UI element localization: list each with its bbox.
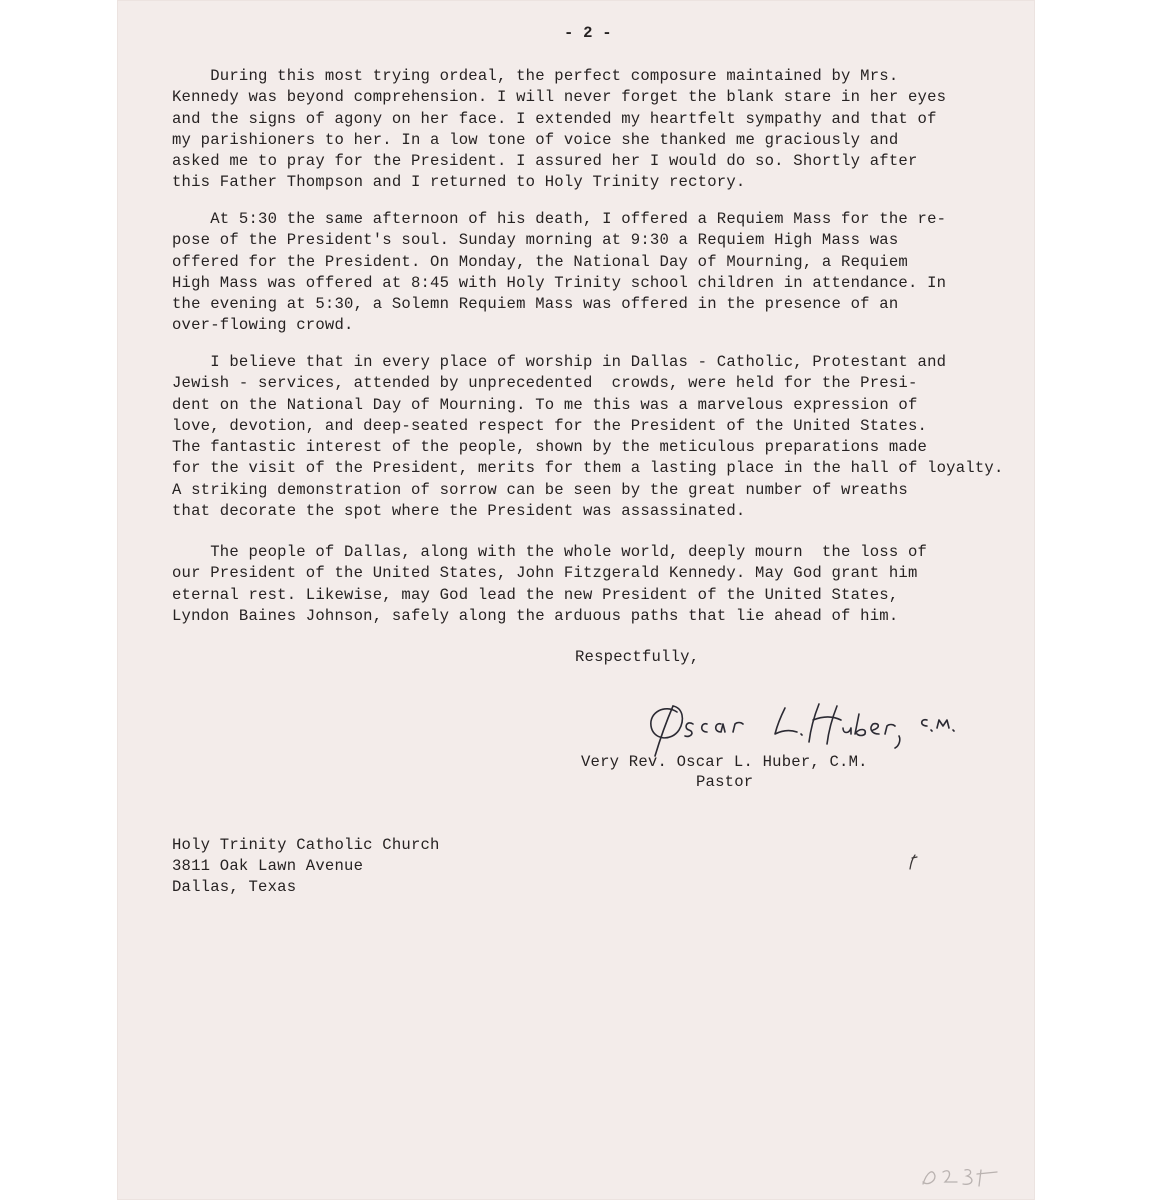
text-line: The fantastic interest of the people, shown by the meticulous preparations made <box>172 438 928 457</box>
text-line: the evening at 5:30, a Solemn Requiem Mass was offered in the presence of an <box>172 295 899 314</box>
text-line: over-flowing crowd. <box>172 316 354 335</box>
text-line: for the visit of the President, merits for them a lasting place in the hall of loyalty. <box>172 459 1004 478</box>
pencil-tick-mark <box>907 853 919 871</box>
text-line: I believe that in every place of worship in Dallas - Catholic, Protestant and <box>172 353 947 371</box>
paragraph-1 <box>172 66 1012 194</box>
text-line: asked me to pray for the President. I assured her I would do so. Shortly after <box>172 152 918 171</box>
text-line: Kennedy was beyond comprehension. I will never forget the blank stare in her eyes <box>172 88 947 107</box>
faint-pencil-notation <box>917 1160 1007 1190</box>
text-line: that decorate the spot where the President was assassinated. <box>172 502 746 521</box>
text-line: During this most trying ordeal, the perfect composure maintained by Mrs. <box>172 67 899 85</box>
text-line: and the signs of agony on her face. I extended my heartfelt sympathy and that of <box>172 109 937 128</box>
paragraph-2 <box>172 209 1012 337</box>
text-line: dent on the National Day of Mourning. To me this was a marvelous expression of <box>172 395 918 414</box>
text-line: my parishioners to her. In a low tone of voice she thanked me graciously and <box>172 130 899 149</box>
address-line: 3811 Oak Lawn Avenue <box>172 857 364 875</box>
text-line: this Father Thompson and I returned to Holy Trinity rectory. <box>172 173 746 192</box>
text-line: A striking demonstration of sorrow can be seen by the great number of wreaths <box>172 480 908 499</box>
text-line: At 5:30 the same afternoon of his death, I offered a Requiem Mass for the re- <box>172 210 947 228</box>
paragraph-3 <box>172 352 1012 522</box>
closing-salutation: Respectfully, <box>575 648 700 666</box>
typed-signatory-name: Very Rev. Oscar L. Huber, C.M. <box>581 753 868 771</box>
text-line: our President of the United States, John Fitzgerald Kennedy. May God grant him <box>172 564 918 583</box>
paragraph-4 <box>172 542 1012 627</box>
text-line: Lyndon Baines Johnson, safely along the arduous paths that lie ahead of him. <box>172 606 899 625</box>
text-line: High Mass was offered at 8:45 with Holy Trinity school children in attendance. In <box>172 273 947 292</box>
page-number: - 2 - <box>564 24 612 42</box>
address-line: Dallas, Texas <box>172 878 297 896</box>
text-line: offered for the President. On Monday, the National Day of Mourning, a Requiem <box>172 252 908 271</box>
text-line: love, devotion, and deep-seated respect for the President of the United States. <box>172 416 928 435</box>
signatory-title: Pastor <box>696 773 754 791</box>
text-line: The people of Dallas, along with the whole world, deeply mourn the loss of <box>172 543 928 561</box>
text-line: Jewish - services, attended by unprecedented crowds, were held for the Presi- <box>172 374 918 393</box>
text-line: pose of the President's soul. Sunday morning at 9:30 a Requiem High Mass was <box>172 231 899 250</box>
address-line: Holy Trinity Catholic Church <box>172 836 440 854</box>
church-address <box>172 835 440 898</box>
text-line: eternal rest. Likewise, may God lead the new President of the United States, <box>172 585 899 604</box>
letter-page <box>117 0 1035 1200</box>
